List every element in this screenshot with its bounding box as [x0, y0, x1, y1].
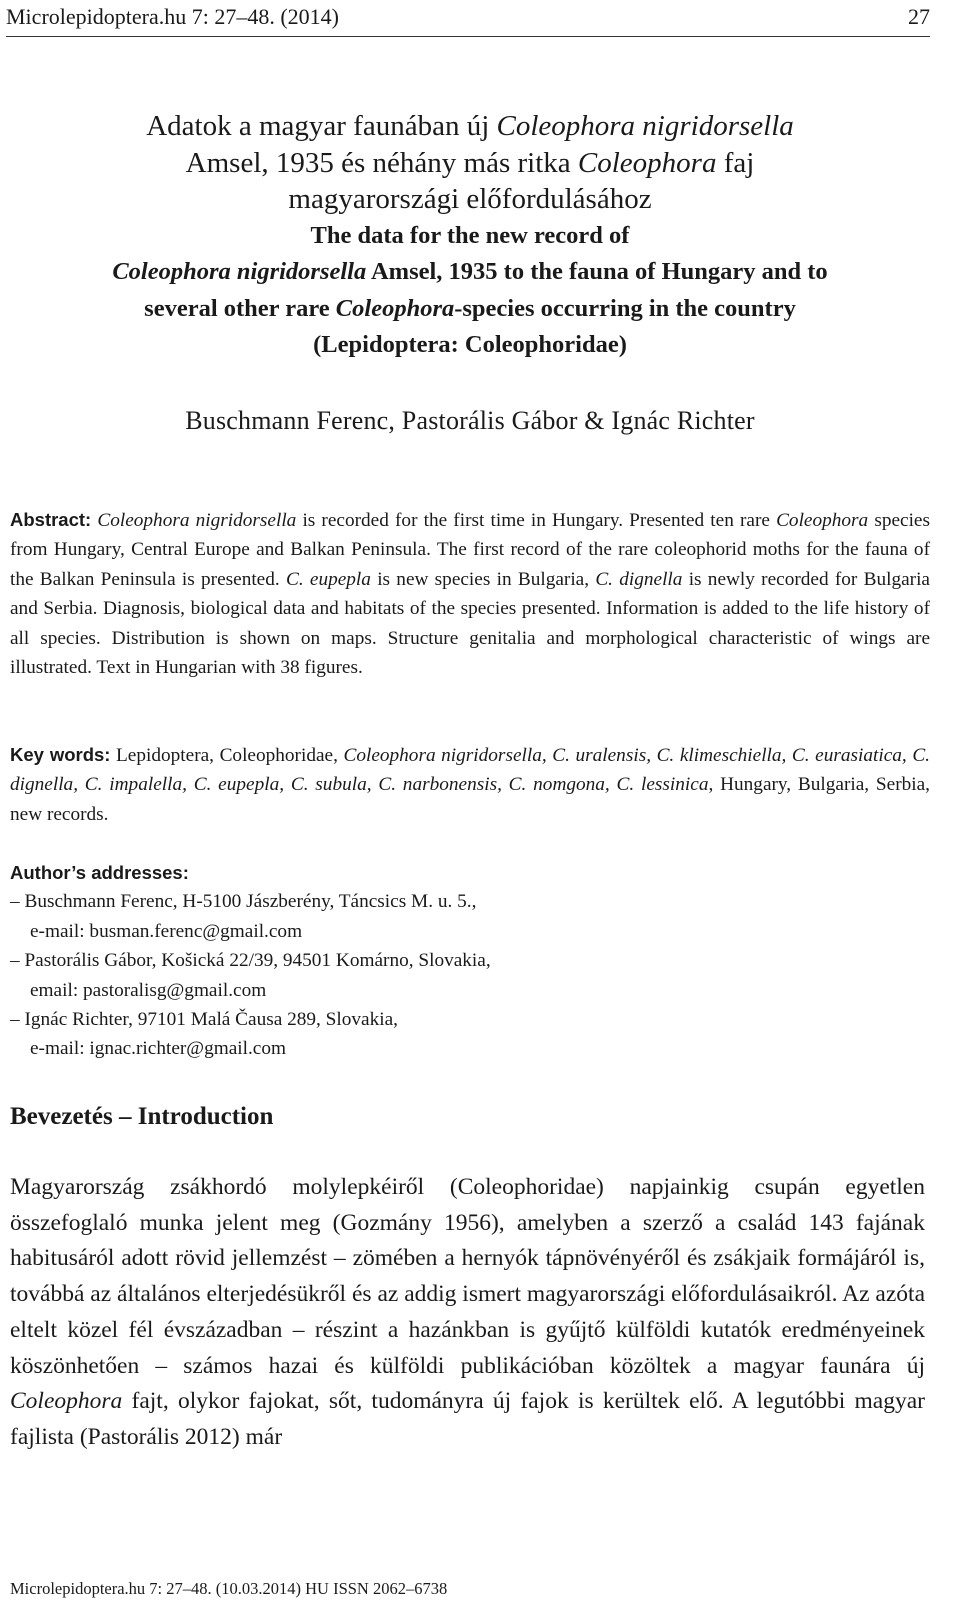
abstract-text: is newly recorded for Bulgaria and Serbia. Diagnosis, biological data and habitats of the species presented. Information is added to the life history of all species. Distribution is shown on maps. Structure genitalia and morphological characteristic of wings are illustrated. Text in Hungarian with 38 figures.: [10, 568, 930, 679]
introduction-paragraph: [10, 1170, 925, 1456]
abstract-text: species from Hungary, Central Europe and Balkan Peninsula. The first record of the rare coleophorid moths for the fauna of the Balkan Peninsula is presented.: [10, 510, 930, 590]
genus-name: Coleophora: [776, 510, 869, 531]
species-name: C. eupepla: [285, 568, 371, 590]
title-genus-name: Coleophora: [577, 146, 717, 179]
article-title: [10, 108, 930, 364]
addresses-label: Author’s addresses:: [10, 862, 189, 883]
abstract-text: is new species in Bulgaria,: [370, 568, 596, 590]
page-footer: Microlepidoptera.hu 7: 27–48. (10.03.2014) HU ISSN 2062–6738: [10, 1579, 448, 1598]
title-hungarian-line-3: magyarországi előfordulásához: [288, 183, 652, 215]
title-text: -species occurring in the country: [454, 294, 796, 322]
genus-name: Coleophora: [10, 1388, 123, 1415]
species-name: C. dignella: [595, 568, 683, 590]
title-hungarian-line-1: [10, 108, 930, 145]
email-line: e-mail: busman.ferenc@gmail.com: [30, 920, 303, 942]
page-number: 27: [908, 4, 930, 29]
address-line: – Buschmann Ferenc, H-5100 Jászberény, Táncsics M. u. 5.,: [10, 891, 477, 913]
abstract-text: is recorded for the first time in Hungary. Presented ten rare: [296, 510, 777, 531]
keywords: [10, 740, 930, 829]
section-heading: Bevezetés – Introduction: [10, 1103, 274, 1130]
title-text: Amsel, 1935 és néhány más ritka: [185, 146, 578, 179]
title-text: several other rare: [144, 294, 336, 322]
title-text: Amsel, 1935 to the fauna of Hungary and to: [366, 258, 828, 285]
abstract-label: Abstract:: [10, 509, 92, 530]
title-genus-name: Coleophora: [335, 294, 455, 322]
keywords-species: Coleophora nigridorsella, C. uralensis, C. klimeschiella, C. eurasiatica, C. dignella, C. impalella, C. eupepla, C. subula, C. narbonensis, C. nomgona, C. lessinica: [10, 745, 931, 796]
author-addresses: [10, 858, 930, 1064]
title-text: faj: [716, 146, 755, 179]
author-list: Buschmann Ferenc, Pastorális Gábor & Ignác Richter: [185, 406, 755, 435]
address-line: – Pastorális Gábor, Košická 22/39, 94501 Komárno, Slovakia,: [10, 950, 491, 972]
running-head: [6, 2, 930, 36]
abstract: [10, 505, 930, 682]
email-line: email: pastoralisg@gmail.com: [30, 979, 267, 1001]
keywords-text: , Hungary, Bulgaria, Serbia, new records.: [10, 774, 930, 825]
title-english-line-4: (Lepidoptera: Coleophoridae): [313, 331, 627, 358]
keywords-label: Key words:: [10, 744, 111, 765]
header-rule: [6, 36, 930, 37]
address-line: – Ignác Richter, 97101 Malá Čausa 289, Slovakia,: [10, 1009, 398, 1031]
title-species-name: Coleophora nigridorsella: [496, 110, 794, 142]
title-english-line-1: The data for the new record of: [310, 221, 630, 249]
journal-citation: Microlepidoptera.hu 7: 27–48. (2014): [6, 4, 339, 29]
title-english-line-3: [10, 291, 930, 328]
title-english-line-2: [10, 254, 930, 291]
email-line: e-mail: ignac.richter@gmail.com: [30, 1038, 286, 1060]
title-hungarian-line-2: [10, 145, 930, 182]
paragraph-text: Magyarország zsákhordó molylepkéiről (Coleophoridae) napjainkig csupán egyetlen összefoglaló munka jelent meg (Gozmány 1956), amelyben a szerző a család 143 fajának habitusáról adott rövid jellemzést – zömében a hernyók tápnövényéről és zsákjaik formájáról is, továbbá az általános elterjedésükről és az addig ismert magyarországi előfordulásaikról. Az azóta eltelt közel fél évszázadban – részint a hazánkban is gyűjtő külföldi kutatók eredményeinek köszönhetően – számos hazai és külföldi publikációban közöltek a magyar faunára új: [10, 1174, 925, 1379]
species-name: Coleophora nigridorsella: [97, 510, 297, 531]
title-text: Adatok a magyar faunában új: [146, 110, 497, 142]
keywords-text: Lepidoptera, Coleophoridae,: [110, 745, 344, 766]
paragraph-text: fajt, olykor fajokat, sőt, tudományra új fajok is kerültek elő. A legutóbbi magyar fajlista (Pastorális 2012) már: [10, 1388, 925, 1450]
title-species-name: Coleophora nigridorsella: [112, 258, 367, 285]
